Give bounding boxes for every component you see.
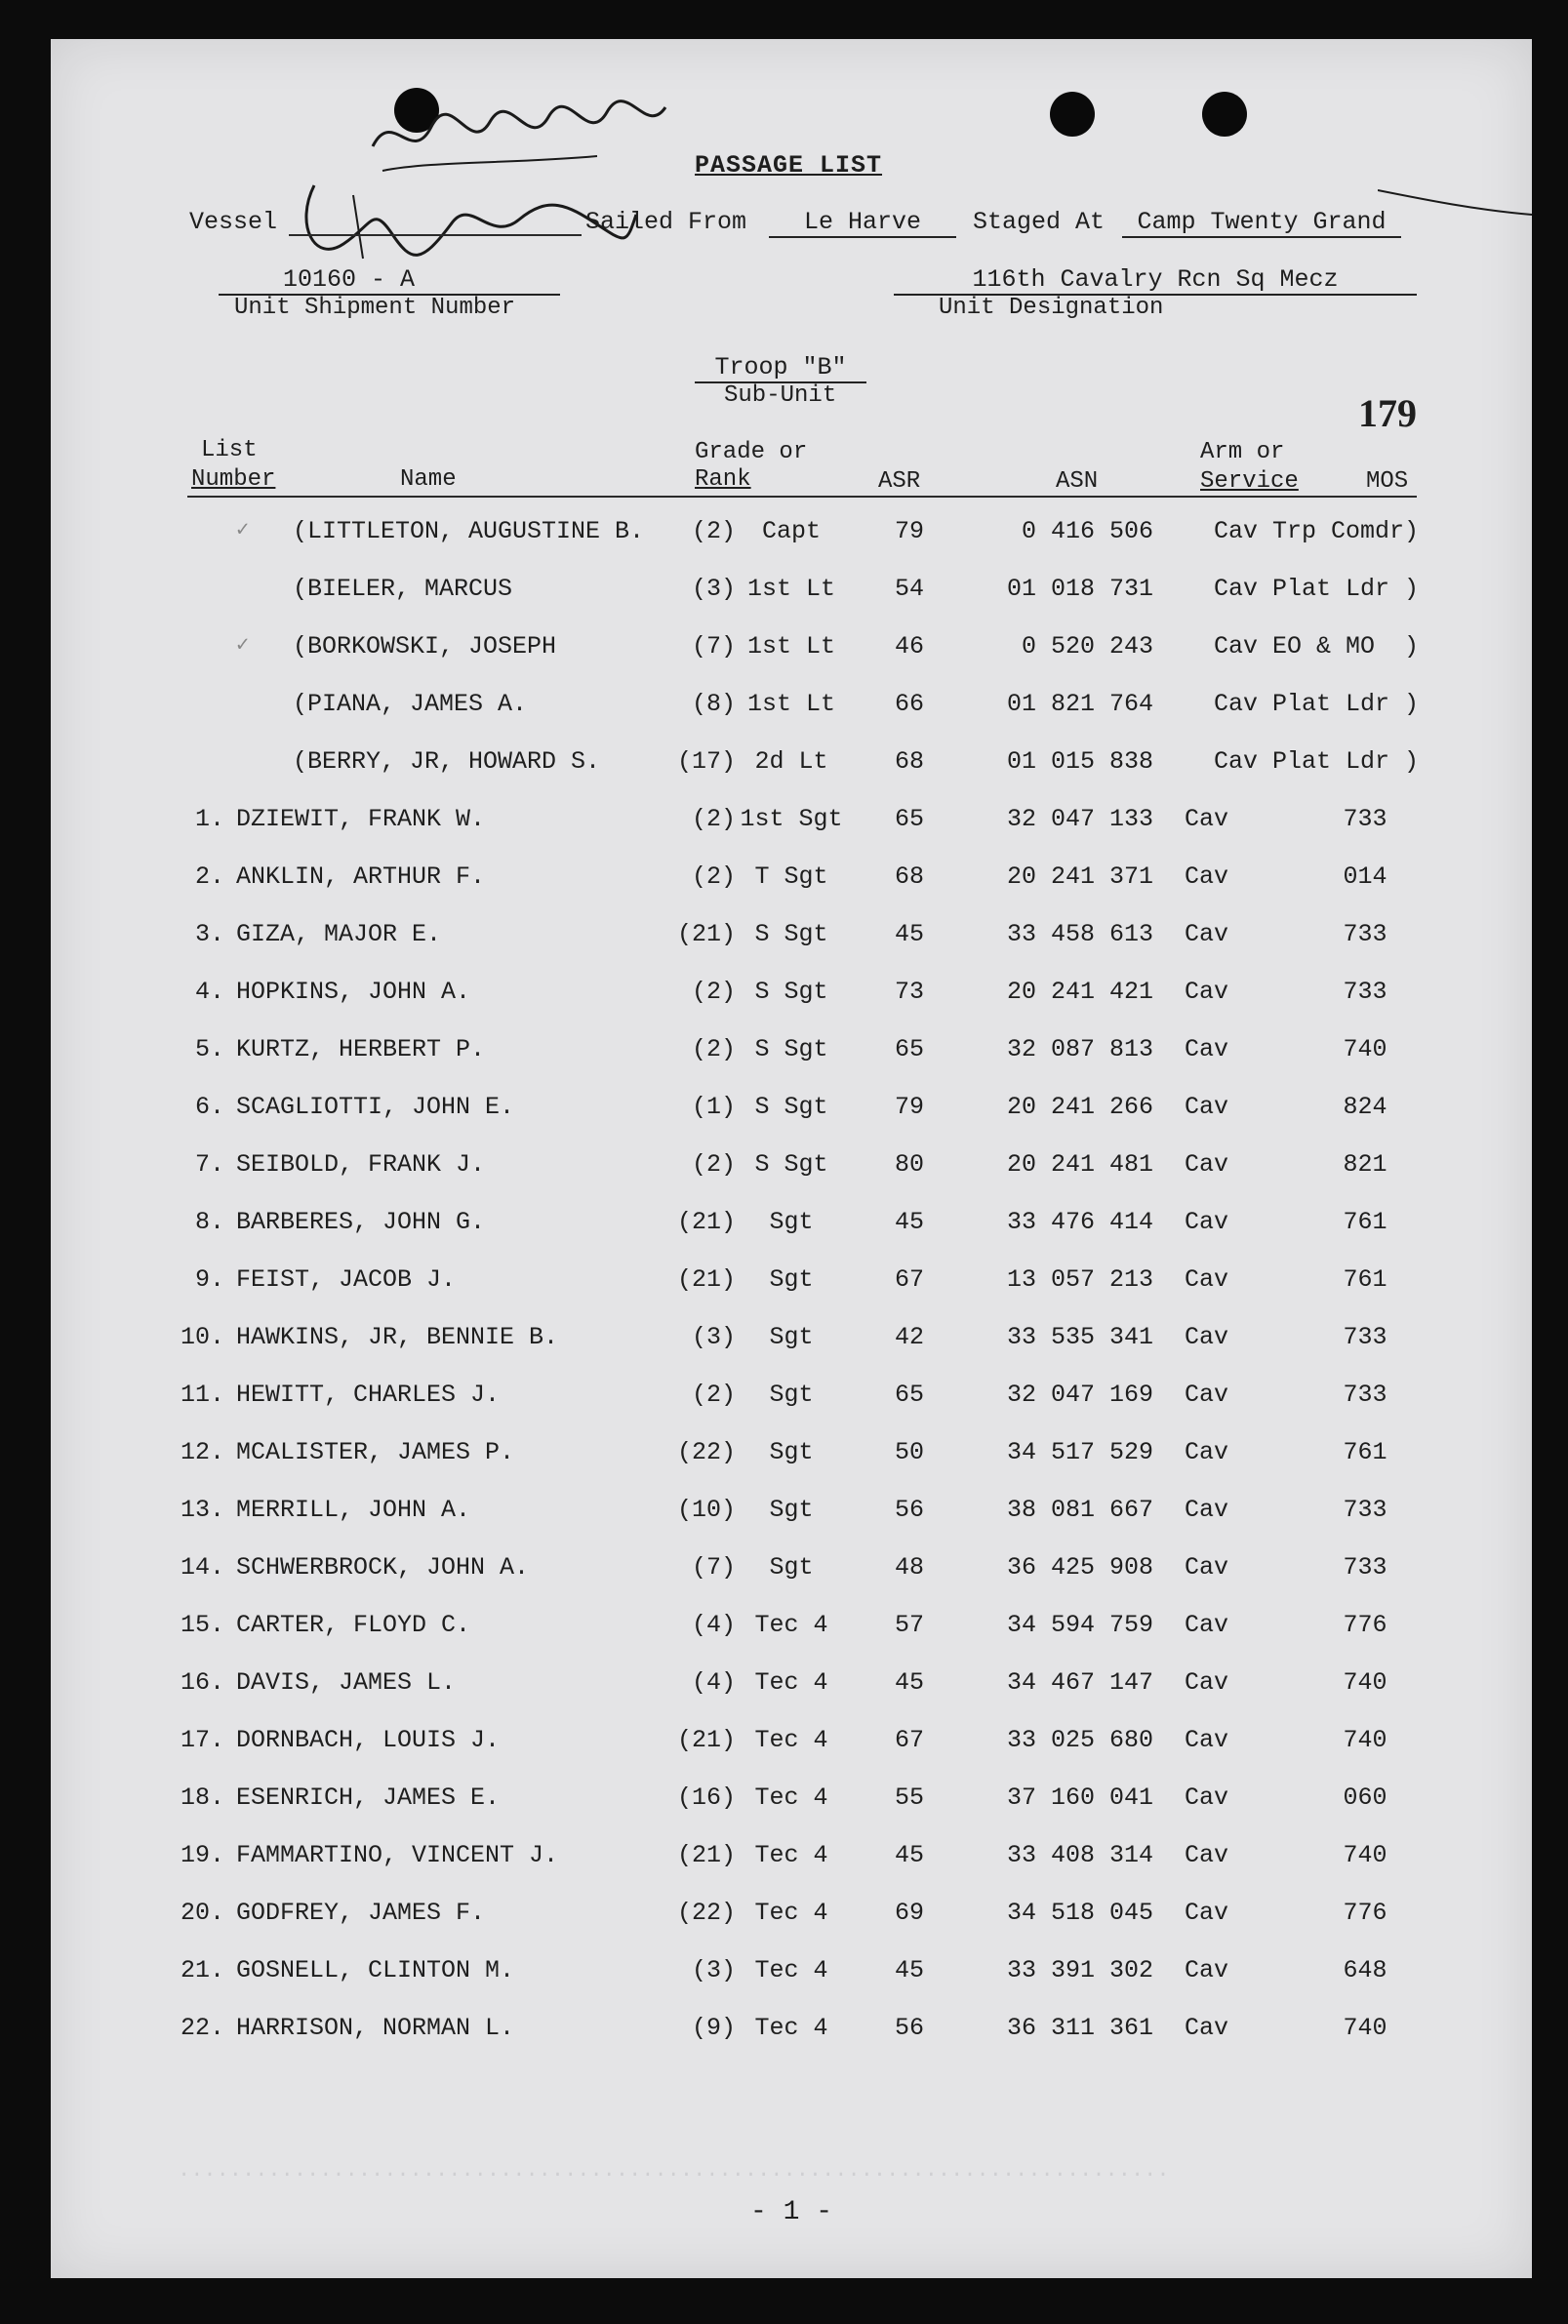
soldier-asn: 33 476 414 [1006, 1208, 1153, 1236]
soldier-asn: 36 425 908 [1006, 1553, 1153, 1582]
soldier-name: FEIST, JACOB J. [236, 1265, 457, 1294]
unit-designation-label: Unit Designation [939, 295, 1164, 321]
staged-at-label: Staged At [973, 208, 1106, 236]
soldier-arm-service: Cav [1185, 920, 1229, 948]
sailed-from-value: Le Harve [769, 208, 956, 238]
page-stamp-number: 179 [1358, 391, 1417, 435]
soldier-mos: 733 [1343, 978, 1387, 1006]
soldier-asr: 45 [894, 920, 924, 948]
soldier-name: HEWITT, CHARLES J. [236, 1381, 501, 1409]
unit-shipment-label: Unit Shipment Number [234, 295, 516, 321]
officer-asn: 0 416 506 [1021, 517, 1153, 545]
staged-at-value: Camp Twenty Grand [1122, 208, 1401, 238]
enlisted-row [51, 1668, 1532, 1707]
enlisted-row [51, 1438, 1532, 1477]
soldier-mos: 776 [1343, 1899, 1387, 1927]
soldier-asr: 68 [894, 862, 924, 891]
enlisted-row [51, 1323, 1532, 1362]
soldier-asn: 34 517 529 [1006, 1438, 1153, 1466]
soldier-asn: 33 025 680 [1006, 1726, 1153, 1754]
officer-name: (BORKOWSKI, JOSEPH [293, 632, 557, 661]
officer-row [51, 517, 1532, 556]
soldier-code: (3) [691, 1323, 736, 1351]
officer-name: (LITTLETON, AUGUSTINE B. [293, 517, 645, 545]
list-number: 16. [180, 1668, 224, 1697]
officer-grade: 1st Lt [746, 632, 835, 661]
soldier-mos: 761 [1343, 1265, 1387, 1294]
soldier-name: KURTZ, HERBERT P. [236, 1035, 486, 1063]
soldier-code: (21) [676, 920, 736, 948]
soldier-arm-service: Cav [1185, 2014, 1229, 2042]
officer-asr: 66 [894, 690, 924, 718]
soldier-name: SCAGLIOTTI, JOHN E. [236, 1093, 515, 1121]
enlisted-row [51, 1035, 1532, 1074]
soldier-asr: 79 [894, 1093, 924, 1121]
officer-grade: 1st Lt [746, 690, 835, 718]
soldier-mos: 740 [1343, 1841, 1387, 1869]
soldier-arm-service: Cav [1185, 1841, 1229, 1869]
soldier-name: FAMMARTINO, VINCENT J. [236, 1841, 559, 1869]
check-mark-icon: ✓ [236, 518, 250, 542]
soldier-name: HARRISON, NORMAN L. [236, 2014, 515, 2042]
soldier-name: SEIBOLD, FRANK J. [236, 1150, 486, 1179]
soldier-asr: 67 [894, 1265, 924, 1294]
soldier-name: CARTER, FLOYD C. [236, 1611, 471, 1639]
soldier-mos: 733 [1343, 1323, 1387, 1351]
soldier-arm-service: Cav [1185, 1150, 1229, 1179]
soldier-code: (2) [691, 1381, 736, 1409]
soldier-asn: 37 160 041 [1006, 1783, 1153, 1812]
soldier-mos: 761 [1343, 1208, 1387, 1236]
list-number: 17. [180, 1726, 224, 1754]
soldier-code: (16) [676, 1783, 736, 1812]
unit-designation: 116th Cavalry Rcn Sq Mecz [894, 265, 1417, 296]
page-number: - 1 - [749, 2197, 832, 2227]
soldier-arm-service: Cav [1185, 1553, 1229, 1582]
soldier-grade: Tec 4 [754, 1899, 828, 1927]
officer-name: (BERRY, JR, HOWARD S. [293, 747, 601, 776]
list-number: 22. [180, 2014, 224, 2042]
list-number: 1. [194, 805, 224, 833]
soldier-mos: 740 [1343, 1668, 1387, 1697]
punch-hole [1202, 92, 1247, 137]
soldier-mos: 733 [1343, 1496, 1387, 1524]
soldier-mos: 733 [1343, 1381, 1387, 1409]
enlisted-row [51, 1611, 1532, 1650]
soldier-arm-service: Cav [1185, 1783, 1229, 1812]
soldier-mos: 740 [1343, 2014, 1387, 2042]
check-mark-icon: ✓ [236, 633, 250, 658]
col-list-number-1: List [201, 437, 258, 463]
soldier-grade: Sgt [769, 1265, 814, 1294]
soldier-asn: 34 518 045 [1006, 1899, 1153, 1927]
soldier-grade: Sgt [769, 1553, 814, 1582]
soldier-mos: 740 [1343, 1726, 1387, 1754]
list-number: 13. [180, 1496, 224, 1524]
soldier-code: (9) [691, 2014, 736, 2042]
officer-row [51, 632, 1532, 671]
soldier-code: (7) [691, 1553, 736, 1582]
soldier-asr: 48 [894, 1553, 924, 1582]
enlisted-row [51, 1265, 1532, 1304]
soldier-mos: 648 [1343, 1956, 1387, 1984]
soldier-asr: 45 [894, 1668, 924, 1697]
soldier-grade: Tec 4 [754, 1668, 828, 1697]
soldier-asn: 20 241 421 [1006, 978, 1153, 1006]
enlisted-row [51, 2014, 1532, 2053]
soldier-asn: 33 458 613 [1006, 920, 1153, 948]
punch-hole [1050, 92, 1095, 137]
list-number: 2. [194, 862, 224, 891]
list-number: 8. [194, 1208, 224, 1236]
soldier-code: (21) [676, 1841, 736, 1869]
soldier-code: (21) [676, 1265, 736, 1294]
officer-arm-service: Cav Plat Ldr ) [1214, 575, 1420, 603]
soldier-mos: 060 [1343, 1783, 1387, 1812]
sub-unit-label: Sub-Unit [724, 382, 837, 409]
col-name: Name [400, 466, 457, 493]
soldier-arm-service: Cav [1185, 1899, 1229, 1927]
soldier-mos: 014 [1343, 862, 1387, 891]
soldier-code: (2) [691, 805, 736, 833]
officer-asr: 68 [894, 747, 924, 776]
soldier-grade: 1st Sgt [740, 805, 843, 833]
soldier-asr: 57 [894, 1611, 924, 1639]
soldier-mos: 733 [1343, 920, 1387, 948]
soldier-grade: Sgt [769, 1381, 814, 1409]
col-grade-1: Grade or [695, 439, 808, 465]
soldier-arm-service: Cav [1185, 1323, 1229, 1351]
officer-code: (17) [676, 747, 736, 776]
soldier-asr: 65 [894, 1035, 924, 1063]
list-number: 9. [194, 1265, 224, 1294]
soldier-grade: S Sgt [754, 1035, 828, 1063]
soldier-code: (22) [676, 1899, 736, 1927]
soldier-name: DZIEWIT, FRANK W. [236, 805, 486, 833]
enlisted-row [51, 1553, 1532, 1592]
list-number: 15. [180, 1611, 224, 1639]
sub-unit-value: Troop "B" [695, 353, 866, 383]
soldier-asn: 36 311 361 [1006, 2014, 1153, 2042]
soldier-asr: 56 [894, 2014, 924, 2042]
list-number: 18. [180, 1783, 224, 1812]
soldier-name: GIZA, MAJOR E. [236, 920, 442, 948]
document-page [51, 39, 1532, 2278]
soldier-arm-service: Cav [1185, 1093, 1229, 1121]
soldier-arm-service: Cav [1185, 862, 1229, 891]
soldier-arm-service: Cav [1185, 1956, 1229, 1984]
col-arm-2: Service [1200, 468, 1299, 495]
soldier-asn: 20 241 481 [1006, 1150, 1153, 1179]
soldier-name: DORNBACH, LOUIS J. [236, 1726, 501, 1754]
soldier-asr: 65 [894, 1381, 924, 1409]
officer-grade: 2d Lt [754, 747, 828, 776]
soldier-grade: Tec 4 [754, 1956, 828, 1984]
soldier-name: HAWKINS, JR, BENNIE B. [236, 1323, 559, 1351]
soldier-arm-service: Cav [1185, 1726, 1229, 1754]
soldier-arm-service: Cav [1185, 978, 1229, 1006]
enlisted-row [51, 978, 1532, 1017]
soldier-grade: Tec 4 [754, 1783, 828, 1812]
enlisted-row [51, 920, 1532, 959]
list-number: 7. [194, 1150, 224, 1179]
officer-asn: 0 520 243 [1021, 632, 1153, 661]
soldier-grade: Tec 4 [754, 1611, 828, 1639]
soldier-code: (1) [691, 1093, 736, 1121]
enlisted-row [51, 1496, 1532, 1535]
officer-asn: 01 821 764 [1006, 690, 1153, 718]
soldier-arm-service: Cav [1185, 805, 1229, 833]
enlisted-row [51, 1726, 1532, 1765]
soldier-code: (2) [691, 862, 736, 891]
officer-asn: 01 015 838 [1006, 747, 1153, 776]
document-title: PASSAGE LIST [695, 151, 883, 180]
enlisted-row [51, 1208, 1532, 1247]
soldier-arm-service: Cav [1185, 1208, 1229, 1236]
officer-code: (2) [691, 517, 736, 545]
col-asr: ASR [878, 468, 921, 495]
enlisted-row [51, 1899, 1532, 1938]
enlisted-row [51, 1783, 1532, 1823]
soldier-code: (4) [691, 1611, 736, 1639]
officer-row [51, 575, 1532, 614]
soldier-asn: 20 241 371 [1006, 862, 1153, 891]
col-list-number-2: Number [191, 466, 276, 493]
soldier-arm-service: Cav [1185, 1611, 1229, 1639]
officer-asr: 79 [894, 517, 924, 545]
officer-asr: 46 [894, 632, 924, 661]
col-asn: ASN [1056, 468, 1099, 495]
soldier-asn: 38 081 667 [1006, 1496, 1153, 1524]
soldier-code: (4) [691, 1668, 736, 1697]
soldier-mos: 824 [1343, 1093, 1387, 1121]
list-number: 21. [180, 1956, 224, 1984]
pencil-mark [1378, 185, 1534, 224]
bleed-through-text: ............................................................................. [178, 2158, 1170, 2183]
soldier-arm-service: Cav [1185, 1265, 1229, 1294]
vessel-label: Vessel [189, 208, 278, 236]
soldier-asr: 67 [894, 1726, 924, 1754]
soldier-mos: 761 [1343, 1438, 1387, 1466]
enlisted-row [51, 1381, 1532, 1420]
soldier-asr: 45 [894, 1841, 924, 1869]
soldier-grade: Tec 4 [754, 1726, 828, 1754]
officer-code: (7) [691, 632, 736, 661]
soldier-asn: 34 594 759 [1006, 1611, 1153, 1639]
soldier-mos: 733 [1343, 805, 1387, 833]
soldier-asr: 80 [894, 1150, 924, 1179]
officer-asr: 54 [894, 575, 924, 603]
soldier-asr: 69 [894, 1899, 924, 1927]
list-number: 12. [180, 1438, 224, 1466]
soldier-asr: 65 [894, 805, 924, 833]
soldier-arm-service: Cav [1185, 1496, 1229, 1524]
officer-code: (3) [691, 575, 736, 603]
enlisted-row [51, 1956, 1532, 1995]
list-number: 11. [180, 1381, 224, 1409]
soldier-asr: 73 [894, 978, 924, 1006]
soldier-grade: Sgt [769, 1496, 814, 1524]
list-number: 14. [180, 1553, 224, 1582]
col-grade-2: Rank [695, 466, 751, 493]
soldier-name: MERRILL, JOHN A. [236, 1496, 471, 1524]
soldier-code: (2) [691, 978, 736, 1006]
enlisted-row [51, 862, 1532, 902]
list-number: 20. [180, 1899, 224, 1927]
soldier-mos: 733 [1343, 1553, 1387, 1582]
officer-name: (BIELER, MARCUS [293, 575, 513, 603]
officer-arm-service: Cav Trp Comdr) [1214, 517, 1420, 545]
soldier-asn: 33 535 341 [1006, 1323, 1153, 1351]
list-number: 4. [194, 978, 224, 1006]
soldier-asr: 45 [894, 1208, 924, 1236]
soldier-asr: 45 [894, 1956, 924, 1984]
enlisted-row [51, 1841, 1532, 1880]
soldier-asr: 55 [894, 1783, 924, 1812]
soldier-code: (22) [676, 1438, 736, 1466]
soldier-grade: S Sgt [754, 1150, 828, 1179]
list-number: 10. [180, 1323, 224, 1351]
officer-grade: Capt [761, 517, 821, 545]
soldier-arm-service: Cav [1185, 1438, 1229, 1466]
soldier-name: GOSNELL, CLINTON M. [236, 1956, 515, 1984]
col-mos: MOS [1366, 468, 1409, 495]
soldier-code: (21) [676, 1726, 736, 1754]
soldier-name: ANKLIN, ARTHUR F. [236, 862, 486, 891]
soldier-name: GODFREY, JAMES F. [236, 1899, 486, 1927]
soldier-grade: Tec 4 [754, 1841, 828, 1869]
officer-name: (PIANA, JAMES A. [293, 690, 528, 718]
officer-arm-service: Cav Plat Ldr ) [1214, 747, 1420, 776]
soldier-code: (3) [691, 1956, 736, 1984]
soldier-mos: 821 [1343, 1150, 1387, 1179]
soldier-asn: 33 391 302 [1006, 1956, 1153, 1984]
vessel-line [289, 234, 582, 236]
officer-code: (8) [691, 690, 736, 718]
soldier-name: MCALISTER, JAMES P. [236, 1438, 515, 1466]
sailed-from-label: Sailed From [585, 208, 747, 236]
soldier-code: (2) [691, 1035, 736, 1063]
soldier-code: (10) [676, 1496, 736, 1524]
soldier-asn: 32 047 169 [1006, 1381, 1153, 1409]
soldier-arm-service: Cav [1185, 1035, 1229, 1063]
soldier-name: DAVIS, JAMES L. [236, 1668, 457, 1697]
soldier-arm-service: Cav [1185, 1668, 1229, 1697]
soldier-grade: S Sgt [754, 978, 828, 1006]
soldier-asn: 32 087 813 [1006, 1035, 1153, 1063]
header-rule [187, 496, 1417, 498]
enlisted-row [51, 1150, 1532, 1189]
enlisted-row [51, 805, 1532, 844]
soldier-grade: Sgt [769, 1208, 814, 1236]
list-number: 3. [194, 920, 224, 948]
list-number: 5. [194, 1035, 224, 1063]
soldier-name: SCHWERBROCK, JOHN A. [236, 1553, 530, 1582]
soldier-asn: 13 057 213 [1006, 1265, 1153, 1294]
soldier-asr: 42 [894, 1323, 924, 1351]
officer-asn: 01 018 731 [1006, 575, 1153, 603]
officer-arm-service: Cav EO & MO ) [1214, 632, 1420, 661]
soldier-arm-service: Cav [1185, 1381, 1229, 1409]
officer-grade: 1st Lt [746, 575, 835, 603]
soldier-asn: 34 467 147 [1006, 1668, 1153, 1697]
soldier-mos: 740 [1343, 1035, 1387, 1063]
soldier-asr: 56 [894, 1496, 924, 1524]
soldier-name: ESENRICH, JAMES E. [236, 1783, 501, 1812]
soldier-grade: Sgt [769, 1438, 814, 1466]
col-arm-1: Arm or [1200, 439, 1285, 465]
soldier-grade: Tec 4 [754, 2014, 828, 2042]
soldier-grade: T Sgt [754, 862, 828, 891]
soldier-name: BARBERES, JOHN G. [236, 1208, 486, 1236]
officer-arm-service: Cav Plat Ldr ) [1214, 690, 1420, 718]
list-number: 6. [194, 1093, 224, 1121]
soldier-grade: S Sgt [754, 1093, 828, 1121]
soldier-asn: 20 241 266 [1006, 1093, 1153, 1121]
soldier-grade: S Sgt [754, 920, 828, 948]
soldier-code: (2) [691, 1150, 736, 1179]
soldier-grade: Sgt [769, 1323, 814, 1351]
enlisted-row [51, 1093, 1532, 1132]
soldier-asn: 32 047 133 [1006, 805, 1153, 833]
soldier-code: (21) [676, 1208, 736, 1236]
soldier-asn: 33 408 314 [1006, 1841, 1153, 1869]
soldier-asr: 50 [894, 1438, 924, 1466]
unit-shipment-number: 10160 - A [219, 265, 560, 296]
list-number: 19. [180, 1841, 224, 1869]
officer-row [51, 747, 1532, 786]
soldier-name: HOPKINS, JOHN A. [236, 978, 471, 1006]
soldier-mos: 776 [1343, 1611, 1387, 1639]
officer-row [51, 690, 1532, 729]
